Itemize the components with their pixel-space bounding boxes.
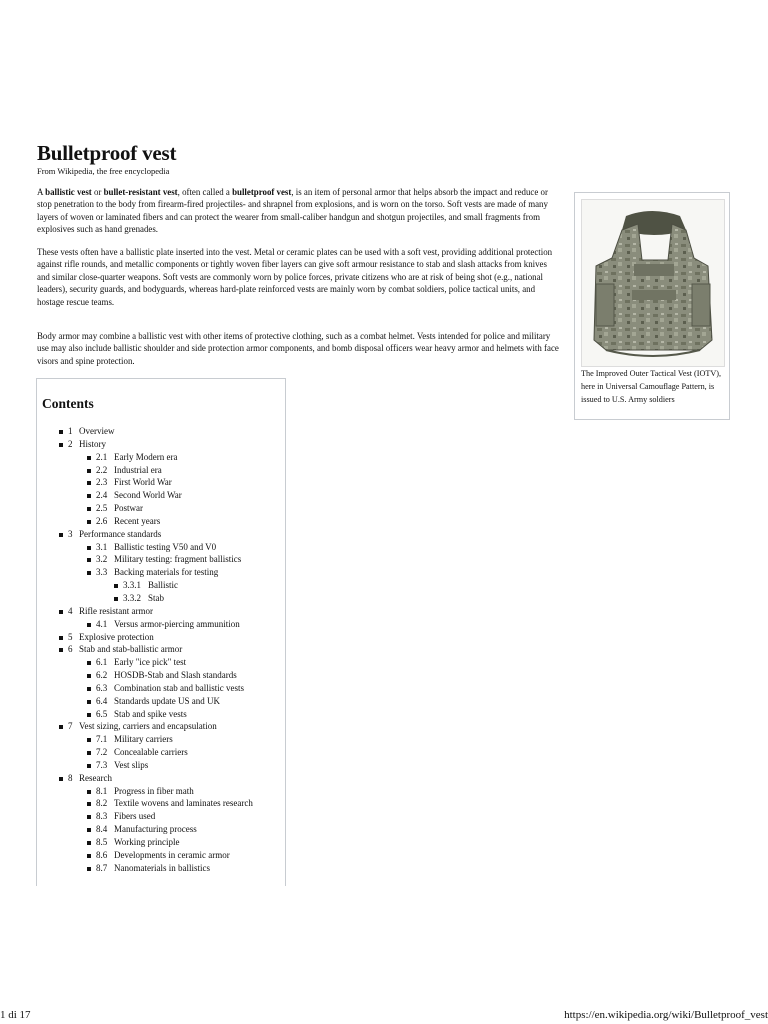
bullet-icon: [87, 687, 91, 691]
bullet-icon: [59, 430, 63, 434]
toc-item[interactable]: [37, 605, 287, 618]
term-bullet-resistant-vest: bullet-resistant vest: [103, 187, 178, 197]
toc-item[interactable]: [37, 515, 287, 528]
toc-item-label[interactable]: Postwar: [114, 503, 143, 514]
bullet-icon: [87, 700, 91, 704]
toc-item-label[interactable]: Stab and stab-ballistic armor: [79, 644, 183, 655]
intro-paragraph: A ballistic vest or bullet-resistant vest, often called a bulletproof vest, is an item of personal armor that helps absorb the impact and reduce or stop penetration to the body from firearm-fired projectiles- and shrapnel from explosions, and is worn on the torso. Soft vests are made of many layers of woven or laminated fibers and can protect the wearer from small-caliber handgun and shotgun projectiles, and small fragments from explosives such as hand grenades.: [37, 187, 548, 235]
toc-item-number: 8.2: [96, 798, 108, 809]
toc-item[interactable]: [37, 733, 287, 746]
bullet-icon: [87, 738, 91, 742]
bullet-icon: [87, 790, 91, 794]
toc-item[interactable]: [37, 476, 287, 489]
toc-item-number: 3.3.1: [123, 580, 141, 591]
toc-item[interactable]: [37, 720, 287, 733]
bullet-icon: [87, 828, 91, 832]
toc-item-label[interactable]: Concealable carriers: [114, 747, 188, 758]
toc-item-label[interactable]: Performance standards: [79, 528, 162, 539]
bullet-icon: [87, 815, 91, 819]
toc-item-label[interactable]: Military carriers: [114, 734, 173, 745]
term-bulletproof-vest: bulletproof vest: [232, 187, 292, 197]
toc-item-number: 7.2: [96, 747, 108, 758]
bullet-icon: [87, 546, 91, 550]
toc-item[interactable]: [37, 656, 287, 669]
toc-title: Contents: [42, 396, 94, 411]
toc-item-number: 8.4: [96, 824, 108, 835]
vest-illustration: [582, 200, 724, 366]
bullet-icon: [87, 674, 91, 678]
toc-item-number: 4.1: [96, 618, 108, 629]
toc-item-label[interactable]: Stab: [148, 592, 165, 603]
toc-item[interactable]: [37, 746, 287, 759]
toc-item[interactable]: [37, 823, 287, 836]
toc-item[interactable]: [37, 682, 287, 695]
bullet-icon: [87, 456, 91, 460]
bullet-icon: [87, 661, 91, 665]
toc-item-number: 6.5: [96, 708, 108, 719]
from-line: From Wikipedia, the free encyclopedia: [37, 166, 170, 176]
toc-item-number: 2.3: [96, 477, 108, 488]
toc-item-number: 8.7: [96, 862, 108, 873]
toc-item-label[interactable]: Fibers used: [114, 811, 156, 822]
toc-item-number: 8.6: [96, 849, 108, 860]
toc-item[interactable]: [37, 631, 287, 644]
bullet-icon: [59, 725, 63, 729]
bullet-icon: [87, 494, 91, 498]
footer-url[interactable]: https://en.wikipedia.org/wiki/Bulletproof_vest: [564, 1009, 768, 1021]
toc-item[interactable]: [37, 553, 287, 566]
bullet-icon: [114, 597, 118, 601]
toc-item-label[interactable]: Ballistic: [148, 580, 178, 591]
toc-item-number: 3.3.2: [123, 592, 141, 603]
toc-item-label[interactable]: Backing materials for testing: [114, 567, 219, 578]
page-indicator: 1 di 17: [0, 1009, 31, 1021]
bullet-icon: [87, 623, 91, 627]
toc-item[interactable]: [37, 810, 287, 823]
toc-item[interactable]: [37, 438, 287, 451]
bullet-icon: [87, 802, 91, 806]
toc-item-label[interactable]: Overview: [79, 426, 115, 436]
toc-item[interactable]: [37, 772, 287, 785]
toc-item-label[interactable]: History: [79, 438, 106, 449]
term-ballistic-vest: ballistic vest: [45, 187, 92, 197]
toc-item-label[interactable]: Recent years: [114, 515, 161, 526]
toc-item-label[interactable]: Combination stab and ballistic vests: [114, 682, 244, 693]
toc-item-number: 2.4: [96, 490, 108, 501]
toc-item-label[interactable]: Stab and spike vests: [114, 708, 187, 719]
toc-item-number: 7.3: [96, 759, 108, 770]
toc-item[interactable]: [37, 502, 287, 515]
toc-item[interactable]: [37, 759, 287, 772]
infobox: [574, 192, 730, 420]
toc-item-label[interactable]: Early "ice pick" test: [114, 657, 187, 668]
toc-item-number: 2: [68, 438, 73, 449]
toc-item[interactable]: [37, 836, 287, 849]
bullet-icon: [87, 867, 91, 871]
table-of-contents: [36, 378, 286, 886]
toc-item-number: 7: [68, 721, 73, 732]
toc-item-label[interactable]: First World War: [114, 477, 172, 488]
toc-item-label[interactable]: Working principle: [114, 837, 180, 847]
toc-item-label[interactable]: Progress in fiber math: [114, 785, 194, 796]
bullet-icon: [87, 520, 91, 524]
toc-item[interactable]: [37, 579, 287, 592]
toc-item-label[interactable]: Developments in ceramic armor: [114, 849, 230, 860]
toc-item-label[interactable]: Military testing: fragment ballistics: [114, 554, 242, 565]
bullet-icon: [114, 584, 118, 588]
toc-item-number: 8: [68, 772, 73, 783]
toc-item[interactable]: [37, 708, 287, 721]
vest-image[interactable]: [581, 199, 725, 367]
toc-item-label[interactable]: Rifle resistant armor: [79, 605, 153, 616]
toc-item[interactable]: [37, 643, 287, 656]
toc-item[interactable]: [37, 669, 287, 682]
toc-item-number: 3.2: [96, 554, 108, 565]
bullet-icon: [59, 648, 63, 652]
toc-item[interactable]: [37, 797, 287, 810]
page-title: Bulletproof vest: [37, 141, 177, 165]
toc-item[interactable]: [37, 618, 287, 631]
toc-item[interactable]: [37, 566, 287, 579]
toc-item-label[interactable]: Nanomaterials in ballistics: [114, 862, 210, 873]
toc-item-number: 8.5: [96, 837, 108, 847]
bullet-icon: [87, 841, 91, 845]
toc-item-number: 6: [68, 644, 73, 655]
bullet-icon: [87, 764, 91, 768]
bullet-icon: [59, 533, 63, 537]
toc-item[interactable]: [37, 451, 287, 464]
toc-item-number: 2.6: [96, 515, 108, 526]
toc-item[interactable]: [37, 849, 287, 862]
toc-item[interactable]: [37, 489, 287, 502]
toc-item-number: 6.4: [96, 695, 108, 706]
toc-item-label[interactable]: Vest sizing, carriers and encapsulation: [79, 721, 217, 732]
bullet-icon: [59, 636, 63, 640]
toc-item[interactable]: [37, 425, 287, 438]
toc-item-number: 7.1: [96, 734, 108, 745]
toc-item-number: 8.3: [96, 811, 108, 822]
toc-item-number: 8.1: [96, 785, 108, 796]
toc-item[interactable]: [37, 464, 287, 477]
toc-item-number: 3.1: [96, 541, 108, 552]
toc-item-label[interactable]: Ballistic testing V50 and V0: [114, 541, 217, 552]
toc-item-number: 3: [68, 528, 73, 539]
infobox-caption: The Improved Outer Tactical Vest (IOTV), here in Universal Camouflage Pattern, is issued to U.S. Army soldiers: [581, 369, 722, 404]
toc-item-label[interactable]: Textile wovens and laminates research: [114, 798, 253, 809]
bullet-icon: [59, 443, 63, 447]
toc-item[interactable]: [37, 785, 287, 798]
toc-item-number: 6.1: [96, 657, 108, 668]
toc-item-number: 3.3: [96, 567, 108, 578]
toc-item-number: 6.3: [96, 682, 108, 693]
toc-item-number: 1: [68, 426, 73, 436]
toc-item-number: 2.5: [96, 503, 108, 514]
paragraph-plates: These vests often have a ballistic plate inserted into the vest. Metal or ceramic plates can be used with a soft vest, providing additional protection against rifle rounds, and metallic components or tightly woven fiber layers can give soft armour resistance to stab and slash attacks from knives and similar close-quarter weapons. Soft vests are commonly worn by police forces, private citizens who are at risk of being shot (e.g., national leaders), security guards, and bodyguards, whereas hard-plate reinforced vests are mainly worn by combat soldiers, police tactical units, and hostage rescue teams.: [37, 247, 553, 307]
toc-item-number: 4: [68, 605, 73, 616]
paragraph-body-armor: Body armor may combine a ballistic vest with other items of protective clothing, such as a combat helmet. Vests intended for police and military use may also include ballistic shoulder and side protection armor components, and bomb disposal officers wear heavy armor and helmets with face visors and spine protection.: [37, 331, 559, 366]
toc-item-number: 5: [68, 631, 73, 642]
toc-item-number: 2.2: [96, 464, 108, 475]
bullet-icon: [87, 713, 91, 717]
toc-item-label[interactable]: Second World War: [114, 490, 182, 501]
bullet-icon: [87, 751, 91, 755]
toc-item-label[interactable]: Explosive protection: [79, 631, 154, 642]
bullet-icon: [87, 558, 91, 562]
toc-item-label[interactable]: Vest slips: [114, 759, 149, 770]
toc-item-number: 6.2: [96, 670, 108, 681]
bullet-icon: [87, 469, 91, 473]
toc-item-label[interactable]: Early Modern era: [114, 451, 178, 462]
toc-item-label[interactable]: HOSDB-Stab and Slash standards: [114, 670, 237, 681]
toc-item-label[interactable]: Industrial era: [114, 464, 162, 475]
toc-item[interactable]: [37, 541, 287, 554]
toc-item[interactable]: [37, 695, 287, 708]
bullet-icon: [59, 610, 63, 614]
toc-item-number: 2.1: [96, 451, 108, 462]
bullet-icon: [87, 481, 91, 485]
toc-item-label[interactable]: Standards update US and UK: [114, 695, 220, 706]
bullet-icon: [87, 571, 91, 575]
bullet-icon: [59, 777, 63, 781]
bullet-icon: [87, 507, 91, 511]
toc-item-label[interactable]: Versus armor-piercing ammunition: [114, 618, 240, 629]
toc-item-label[interactable]: Research: [79, 772, 112, 783]
toc-item-label[interactable]: Manufacturing process: [114, 824, 197, 835]
toc-item[interactable]: [37, 528, 287, 541]
toc-item[interactable]: [37, 592, 287, 605]
toc-list: [37, 425, 287, 875]
bullet-icon: [87, 854, 91, 858]
toc-item[interactable]: [37, 862, 287, 875]
